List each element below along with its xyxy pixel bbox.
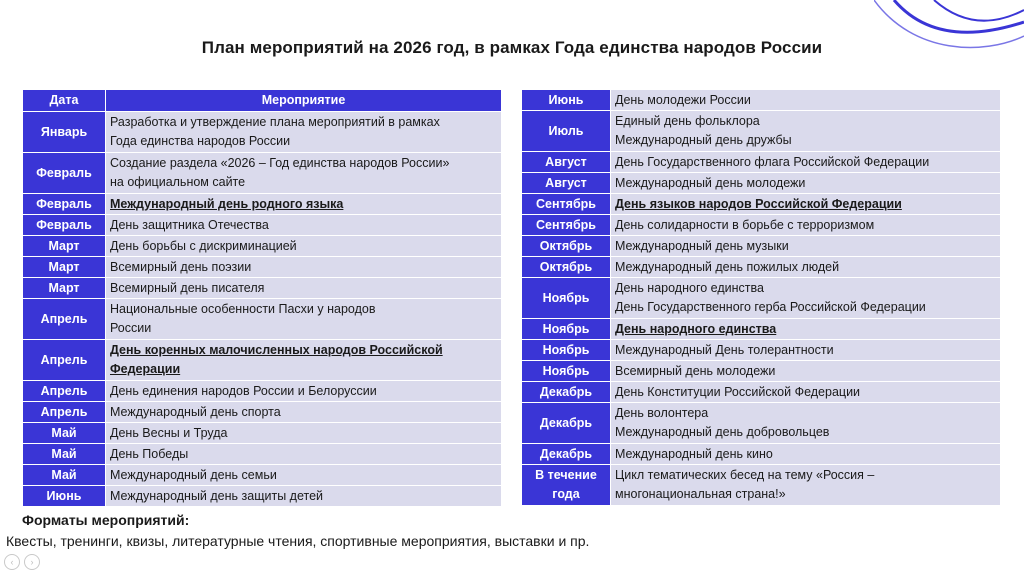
event-cell: [106, 215, 502, 236]
table-row: [23, 112, 502, 153]
table-row: [23, 340, 502, 381]
event-cell: [106, 340, 502, 381]
event-text: Международный День толерантности: [615, 342, 834, 357]
event-cell: [611, 444, 1001, 465]
event-text: многонациональная страна!»: [615, 487, 786, 501]
event-text: День Победы: [110, 446, 189, 461]
date-cell: Март: [23, 278, 106, 299]
event-text: День коренных малочисленных народов Российской: [110, 343, 443, 357]
event-text: Цикл тематических бесед на тему «Россия –: [615, 468, 875, 482]
table-row: [522, 403, 1001, 444]
event-cell: [106, 381, 502, 402]
event-text: День Государственного герба Российской Федерации: [615, 300, 926, 314]
date-cell: Июль: [522, 111, 611, 152]
event-cell: [611, 257, 1001, 278]
table-row: [522, 152, 1001, 173]
event-text: День единения народов России и Белоруссии: [110, 383, 377, 398]
table-row: [522, 319, 1001, 340]
formats-text: Квесты, тренинги, квизы, литературные чтения, спортивные мероприятия, выставки и пр.: [6, 533, 590, 549]
date-cell: Апрель: [23, 299, 106, 340]
table-row: [23, 257, 502, 278]
event-text: России: [110, 321, 152, 335]
date-cell: Апрель: [23, 381, 106, 402]
table-row: [23, 402, 502, 423]
table-row: [23, 299, 502, 340]
table-row: [23, 153, 502, 194]
event-text: Всемирный день молодежи: [615, 363, 776, 378]
event-text: День народного единства: [615, 281, 764, 295]
event-text: Национальные особенности Пасхи у народов: [110, 302, 376, 316]
date-cell: Январь: [23, 112, 106, 153]
table-row: [522, 340, 1001, 361]
event-cell: [611, 278, 1001, 319]
event-text: Создание раздела «2026 – Год единства народов России»: [110, 156, 450, 170]
event-text: День борьбы с дискриминацией: [110, 238, 297, 253]
date-cell: Август: [522, 152, 611, 173]
event-text: Разработка и утверждение плана мероприятий в рамках: [110, 115, 440, 129]
date-cell: Ноябрь: [522, 319, 611, 340]
table-row: [522, 215, 1001, 236]
event-cell: [611, 90, 1001, 111]
date-cell: Февраль: [23, 153, 106, 194]
next-slide-icon[interactable]: ›: [24, 554, 40, 570]
event-text: Международный день добровольцев: [615, 425, 830, 439]
event-cell: [106, 402, 502, 423]
event-text: Всемирный день поэзии: [110, 259, 252, 274]
date-cell: Май: [23, 444, 106, 465]
table-row: [522, 361, 1001, 382]
header-date: Дата: [23, 90, 106, 112]
event-cell: [611, 173, 1001, 194]
event-text: День языков народов Российской Федерации: [615, 196, 902, 211]
table-row: [522, 90, 1001, 111]
table-row: [522, 444, 1001, 465]
date-cell: Март: [23, 236, 106, 257]
slide-nav-controls[interactable]: [4, 554, 40, 572]
event-text: на официальном сайте: [110, 175, 246, 189]
event-cell: [106, 278, 502, 299]
date-cell: Июнь: [522, 90, 611, 111]
event-text: Международный день пожилых людей: [615, 259, 840, 274]
event-text: Международный день музыки: [615, 238, 789, 253]
date-cell: Ноябрь: [522, 361, 611, 382]
event-cell: [611, 403, 1001, 444]
header-event: Мероприятие: [106, 90, 502, 112]
date-cell: Июнь: [23, 486, 106, 507]
table-row: [23, 194, 502, 215]
formats-title: Форматы мероприятий:: [22, 512, 190, 528]
event-cell: [106, 486, 502, 507]
event-cell: [611, 465, 1001, 506]
table-row: [23, 444, 502, 465]
date-cell: Март: [23, 257, 106, 278]
table-row: [522, 382, 1001, 403]
date-cell: Ноябрь: [522, 278, 611, 319]
event-text: Всемирный день писателя: [110, 280, 265, 295]
page-title: План мероприятий на 2026 год, в рамках Года единства народов России: [201, 38, 823, 57]
table-row: [23, 215, 502, 236]
event-cell: [106, 194, 502, 215]
event-text: День защитника Отечества: [110, 217, 269, 232]
table-row: [522, 465, 1001, 506]
event-text: День волонтера: [615, 406, 709, 420]
date-cell: Февраль: [23, 194, 106, 215]
table-row: [522, 194, 1001, 215]
event-text: Международный день семьи: [110, 467, 277, 482]
event-text: Года единства народов России: [110, 134, 291, 148]
event-text: День Государственного флага Российской Федерации: [615, 154, 930, 169]
table-row: [23, 465, 502, 486]
date-cell: Май: [23, 465, 106, 486]
event-cell: [106, 444, 502, 465]
date-cell: Апрель: [23, 402, 106, 423]
event-cell: [106, 423, 502, 444]
event-text: Международный день защиты детей: [110, 488, 324, 503]
date-cell: Сентябрь: [522, 194, 611, 215]
table-row: [23, 381, 502, 402]
table-row: [522, 173, 1001, 194]
event-cell: [611, 319, 1001, 340]
event-text: День Весны и Труда: [110, 425, 228, 440]
event-cell: [106, 465, 502, 486]
date-cell: Август: [522, 173, 611, 194]
event-text: Единый день фольклора: [615, 114, 760, 128]
table-row: [522, 257, 1001, 278]
date-cell: Апрель: [23, 340, 106, 381]
date-cell: Октябрь: [522, 257, 611, 278]
event-text: День народного единства: [615, 321, 777, 336]
event-text: Международный день дружбы: [615, 133, 792, 147]
event-cell: [611, 361, 1001, 382]
event-text: День молодежи России: [615, 92, 751, 107]
event-cell: [611, 340, 1001, 361]
event-text: Федерации: [110, 362, 181, 376]
event-text: Международный день родного языка: [110, 196, 344, 211]
date-cell: Декабрь: [522, 382, 611, 403]
events-table-left: [22, 89, 502, 507]
date-cell: Ноябрь: [522, 340, 611, 361]
event-text: Международный день кино: [615, 446, 773, 461]
event-text: День солидарности в борьбе с терроризмом: [615, 217, 875, 232]
event-cell: [611, 152, 1001, 173]
prev-slide-icon[interactable]: ‹: [4, 554, 20, 570]
event-cell: [611, 215, 1001, 236]
event-text: День Конституции Российской Федерации: [615, 384, 861, 399]
event-cell: [611, 236, 1001, 257]
date-cell: Октябрь: [522, 236, 611, 257]
event-cell: [611, 382, 1001, 403]
date-cell: Февраль: [23, 215, 106, 236]
event-cell: [106, 112, 502, 153]
event-cell: [106, 299, 502, 340]
table-row: [522, 111, 1001, 152]
events-table-right: [521, 89, 1001, 506]
event-text: Международный день молодежи: [615, 175, 806, 190]
event-cell: [611, 111, 1001, 152]
table-row: [522, 236, 1001, 257]
date-cell: Сентябрь: [522, 215, 611, 236]
date-cell: Май: [23, 423, 106, 444]
event-cell: [611, 194, 1001, 215]
date-cell: Декабрь: [522, 444, 611, 465]
event-cell: [106, 153, 502, 194]
table-row: [522, 278, 1001, 319]
table-row: [23, 278, 502, 299]
event-text: Международный день спорта: [110, 404, 281, 419]
table-row: [23, 486, 502, 507]
date-cell: Декабрь: [522, 403, 611, 444]
table-row: [23, 236, 502, 257]
event-cell: [106, 236, 502, 257]
date-cell: В течение года: [522, 465, 611, 506]
event-cell: [106, 257, 502, 278]
table-row: [23, 423, 502, 444]
